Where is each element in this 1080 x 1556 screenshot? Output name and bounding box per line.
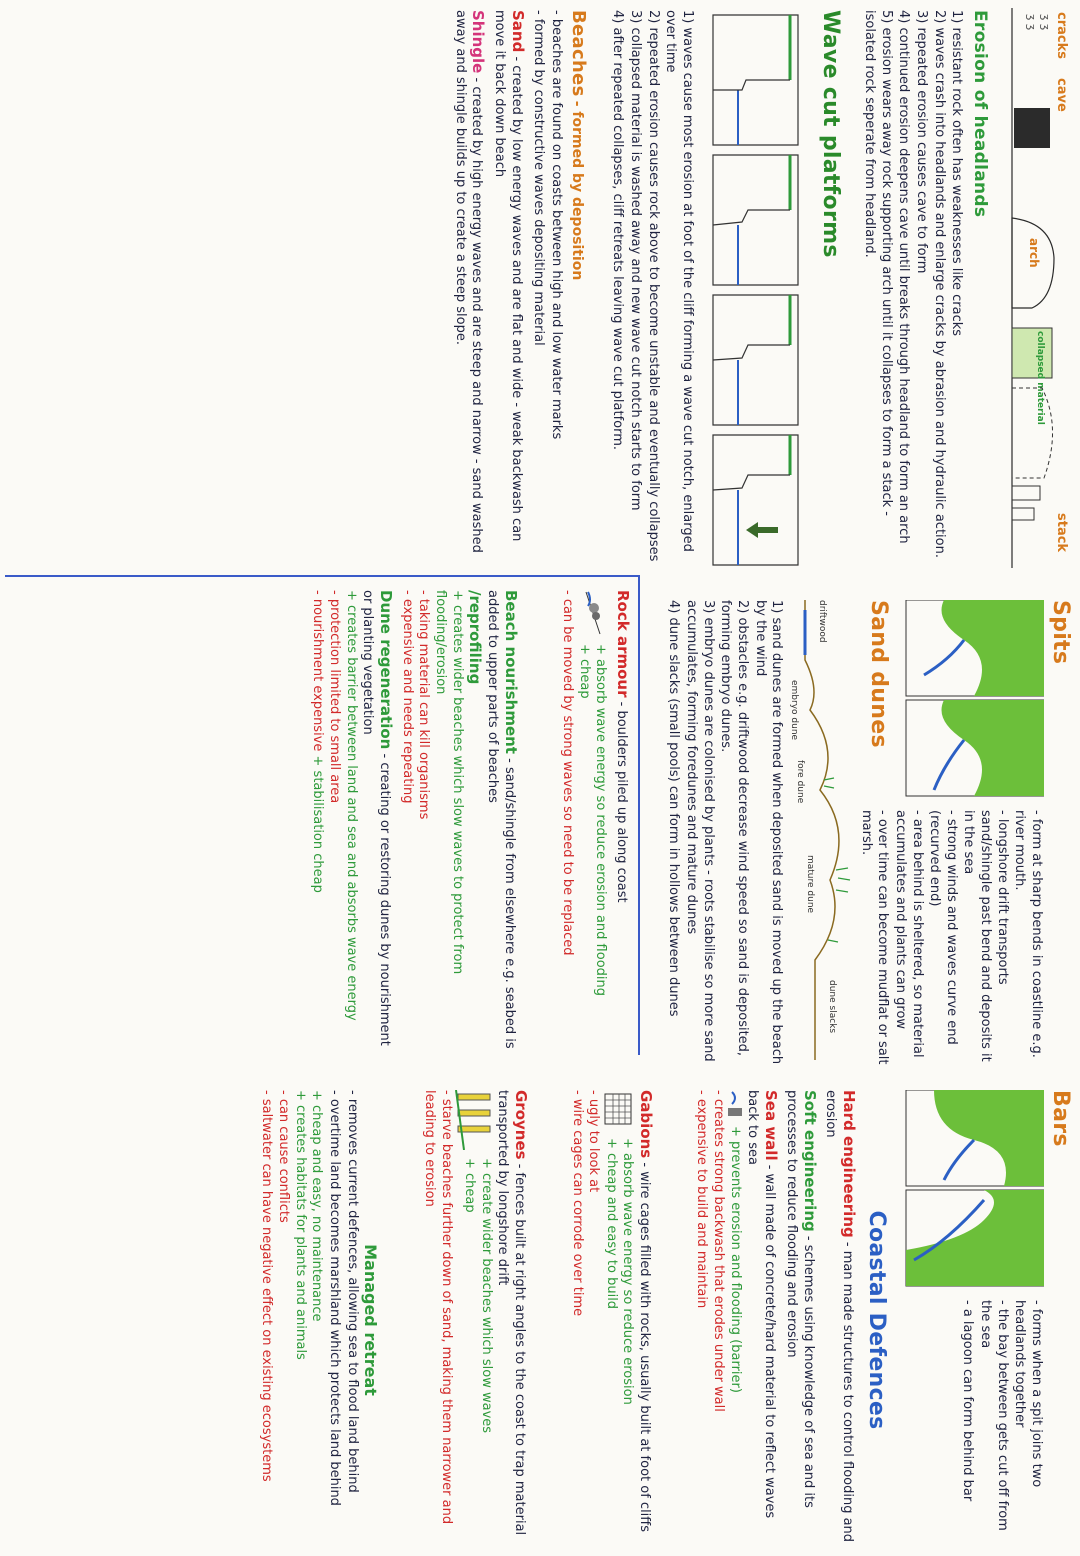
shingle-title: Shingle [469, 10, 488, 74]
dune-label-fore: fore dune [794, 760, 805, 804]
headlands-section [850, 10, 990, 570]
sea-wall-pro-1: + prevents erosion and flooding (barrier) [728, 1126, 744, 1393]
label-collapsed: collapsed material [1035, 331, 1045, 425]
beaches-line-1: - beaches are found on coasts between high and low water marks [548, 10, 564, 440]
shingle-line: - created by high energy waves and are steep and narrow - sand washed away and shingle builds up to create a steep slope. [452, 10, 485, 553]
sea-wall-icon [726, 1090, 744, 1120]
rock-armour-pro-1: + absorb wave energy so reduce erosion and flooding [593, 644, 609, 996]
spits-title: Spits [1048, 600, 1073, 665]
soft-engineering-title: Soft engineering [800, 1090, 819, 1232]
spits-point-1: - form at sharp bends in coastline e.g. river mouth. [1012, 810, 1044, 1058]
headlands-step-4: 4) continued erosion deepens cave until breaks through headland to form an arch [896, 10, 912, 544]
managed-retreat-desc-1: - removes current defences, allowing sea to flood land behind [344, 1090, 360, 1493]
gabion-cage-icon [601, 1090, 635, 1130]
managed-retreat-con-1: - can cause conflicts [276, 1090, 292, 1223]
defences-frame-top [638, 575, 640, 1055]
groynes-pro-1: + create wider beaches which slow waves [478, 1158, 494, 1434]
groynes-section [390, 1090, 530, 1550]
groynes-desc: - fences built at right angles to the coast to trap material transported by longshore drift [495, 1090, 527, 1536]
gabions-con-2: - wire cages can corrode over time [569, 1090, 585, 1317]
wave-cut-steps [595, 10, 695, 570]
dune-step-1: 1) sand dunes are formed when deposited sand is moved up the beach by the wind [752, 600, 785, 1065]
sand-line: - created by low energy waves and are flat and wide - weak backwash can move it back down beach [492, 10, 524, 542]
spits-point-3: - strong winds and waves curve end (recurved end) [927, 810, 959, 1045]
beach-nourishment-con-2: - expensive and needs repeating [399, 590, 415, 804]
sand-title: Sand [508, 10, 527, 53]
sea-wall-title: Sea wall [762, 1090, 780, 1161]
bars-point-3: - a lagoon can form behind bar [960, 1300, 976, 1502]
label-cave: cave [1054, 78, 1069, 112]
svg-text:ʒ ʒ: ʒ ʒ [1039, 14, 1052, 31]
wave-cut-step-2: 2) repeated erosion causes rock above to become unstable and eventually collapses [645, 10, 661, 562]
dune-regen-extra: + stabilisation cheap [310, 755, 326, 893]
gabions-desc: - wire cages filled with rocks, usually built at foot of cliffs [637, 1162, 652, 1533]
wave-cut-diagram [698, 10, 808, 570]
label-stack: stack [1054, 513, 1069, 553]
landform-diagram [992, 8, 1072, 568]
headland-erosion-diagram [992, 8, 1072, 568]
bars-section [899, 1090, 1074, 1550]
headlands-step-5: 5) erosion wears away rock supporting arch until it collapses to form a stack - isolated rock seperate from headland. [862, 10, 894, 516]
dune-regen-title: Dune regeneration [377, 590, 395, 750]
sea-wall-section [660, 1090, 780, 1550]
beach-nourishment-pro-1: + creates wider beaches which slow waves to protect from flooding/erosion [432, 590, 465, 975]
rock-armour-pro-2: + cheap [576, 644, 592, 699]
beaches-subtitle: - formed by deposition [569, 100, 585, 281]
hard-engineering-title: Hard engineering [839, 1090, 858, 1238]
beaches-title: Beaches [568, 10, 589, 97]
spits-point-4: - area behind is sheltered, so material accumulates and plants can grow [893, 810, 925, 1058]
managed-retreat-section [200, 1090, 380, 1550]
rock-armour-desc: - boulders piled up along coast [614, 701, 629, 903]
gabions-section [535, 1090, 655, 1550]
dune-label-embryo: embryo dune [789, 680, 799, 741]
beach-nourishment-section [400, 590, 520, 1060]
managed-retreat-pro-2: + creates habitats for plants and animals [292, 1090, 308, 1360]
gabions-pro-1: + absorb wave energy so reduce erosion [620, 1138, 636, 1405]
bars-title: Bars [1048, 1090, 1073, 1147]
bars-point-1: - forms when a spit joins two headlands together [1012, 1300, 1044, 1488]
defences-frame-left [5, 575, 640, 577]
groynes-icon [454, 1090, 494, 1150]
beach-nourishment-con-1: - taking material can kill organisms [416, 590, 432, 820]
soft-engineering-desc: - schemes using knowledge of sea and its processes to reduce flooding and erosion [783, 1090, 816, 1508]
headlands-step-3: 3) repeated erosion causes cave to form [914, 10, 929, 274]
cave-shape [1014, 108, 1050, 148]
headlands-step-2: 2) waves crash into headlands and enlarge cracks by abrasion and hydraulic action. [931, 10, 947, 558]
managed-retreat-desc-2: - overtime land becomes marshland which protects land behind [326, 1090, 342, 1506]
managed-retreat-title: Managed retreat [361, 1244, 380, 1396]
gabions-title: Gabions [637, 1090, 655, 1159]
managed-retreat-con-2: - saltwater can have negative effect on existing ecosystems [259, 1090, 275, 1482]
dune-label-mature: mature dune [804, 855, 815, 914]
rock-armour-section [522, 590, 632, 1060]
groynes-pro-2: + cheap [462, 1158, 478, 1213]
sea-wall-con-2: - expensive to build and maintain [694, 1090, 710, 1309]
dune-regen-section [275, 590, 395, 1060]
rock-armour-icon [584, 590, 608, 636]
bars-point-2: - the bay between gets cut off from the sea [978, 1300, 1010, 1531]
beach-nourishment-title: Beach nourishment [502, 590, 520, 754]
managed-retreat-pro-1: + cheap and easy, no maintenance [309, 1090, 325, 1322]
dune-step-3: 3) embryo dunes are colonised by plants - roots stabilise so more sand accumulates, forming foredunes and mature dunes [684, 600, 716, 1062]
svg-text:ʒ ʒ: ʒ ʒ [1025, 14, 1038, 31]
sea-wall-desc: - wall made of concrete/hard material to reflect waves back to sea [745, 1090, 777, 1519]
spits-diagram [904, 600, 1044, 800]
gabions-con-1: - ugly to look at [586, 1090, 602, 1193]
bars-diagram [904, 1090, 1044, 1290]
sand-dunes-title: Sand dunes [866, 600, 891, 748]
dune-regen-con-2: - nourishment expensive [310, 590, 326, 752]
groynes-con-1: - starve beaches further down of sand, making them narrower and leading to erosion [422, 1090, 454, 1525]
beach-nourishment-desc: - sand/shingle from elsewhere e.g. seabed is added to upper parts of beaches [485, 590, 517, 1049]
dune-step-4: 4) dune slacks (small pools) can form in hollows between dunes [666, 600, 682, 1017]
dune-label-slacks: dune slacks [826, 980, 837, 1034]
sea-wall-con-1: - creates strong backwash that erodes under wall [710, 1090, 726, 1412]
label-arch: arch [1027, 238, 1041, 268]
dune-regen-pro-1: + creates barrier between land and sea and absorbs wave energy [343, 590, 359, 1021]
rock-armour-con-1: - can be moved by strong waves so need to be replaced [560, 590, 576, 956]
sand-dunes-diagram [790, 600, 860, 1060]
headlands-step-1: 1) resistant rock often has weaknesses like cracks [949, 10, 965, 337]
dune-label-driftwood: driftwood [816, 600, 827, 643]
wave-cut-step-1: 1) waves cause most erosion at foot of the cliff forming a wave cut notch, enlarged over time [663, 10, 695, 552]
wave-cut-step-3: 3) collapsed material is washed away and new wave cut notch starts to form [628, 10, 644, 511]
wave-cut-step-4: 4) after repeated collapses, cliff retreats leaving wave cut platform. [610, 10, 626, 451]
spits-point-2: - longshore drift transports sand/shingle past bend and deposits it in the sea [961, 810, 1010, 1062]
hard-engineering-desc: - man made structures to control flooding and erosion [823, 1090, 855, 1543]
beach-reprofiling-title: /reprofiling [465, 590, 484, 685]
spits-point-5: - over time can become mudflat or salt marsh. [858, 810, 891, 1065]
coastal-defences-title: Coastal Defences [864, 1210, 889, 1430]
beaches-section [430, 10, 590, 570]
gabions-pro-2: + cheap and easy to build [603, 1138, 619, 1310]
wave-cut-title: Wave cut platforms [818, 10, 843, 258]
sand-dunes-section [667, 600, 892, 1070]
headlands-title: Erosion of headlands [970, 10, 990, 218]
label-cracks: cracks [1054, 12, 1069, 59]
groynes-title: Groynes [512, 1090, 530, 1160]
dune-step-2: 2) obstacles e.g. driftwood decrease wind speed so sand is deposited, forming embryo dunes. [718, 600, 750, 1057]
dune-regen-con-1: - protection limited to small area [327, 590, 343, 804]
wave-cut-diagram-wrap [698, 10, 808, 570]
dune-regen-desc: - creating or restoring dunes by nourishment or planting vegetation [360, 590, 392, 1046]
beaches-line-2: - formed by constructive waves depositing material [531, 10, 547, 346]
rock-armour-title: Rock armour [614, 590, 632, 698]
